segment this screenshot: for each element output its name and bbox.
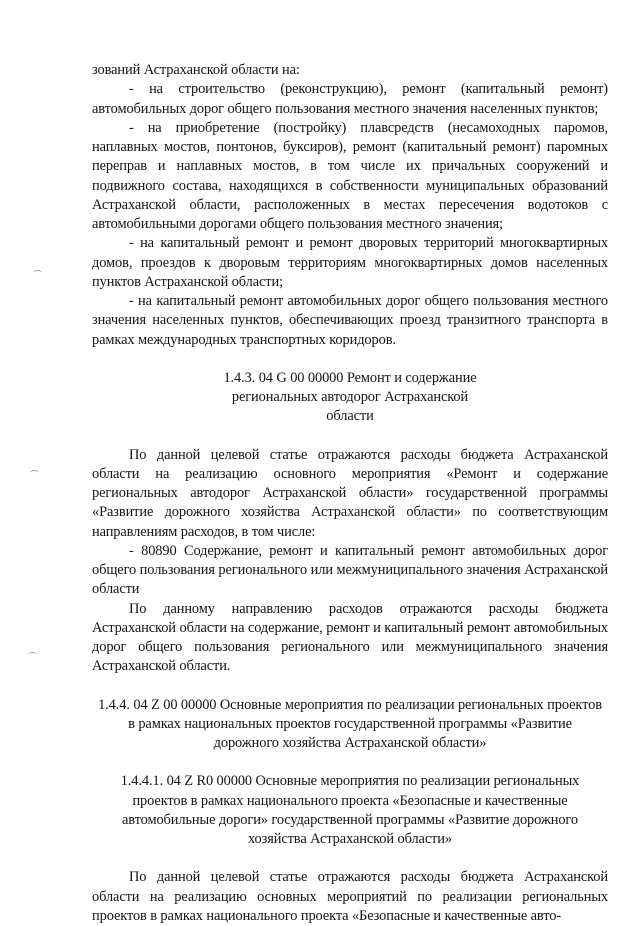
scan-mark [28, 652, 37, 659]
list-item: - на капитальный ремонт и ремонт дворовых территорий многоквартирных домов, проездов к дворовым территориям многоквартирных домов населенных пунктов Астраханской области; [92, 235, 608, 290]
list-item: - 80890 Содержание, ремонт и капитальный ремонт автомобильных дорог общего пользования регионального или межмуниципального значения Астраханской области [92, 542, 608, 598]
section-heading: 1.4.3. 04 G 00 00000 Ремонт и содержание региональных автодорог Астраханской области [223, 369, 477, 425]
list-item: - на приобретение (постройку) плавсредств (несамоходных паромов, наплавных мостов, понтонов, буксиров), ремонт (капитальный ремонт) паромных переправ и наплавных мостов, в том числе их причальных сооружений и подвижного состава, находящихся в собственности муниципальных образований Астраханской области, расположенных в местах пересечения водотоков с автомобильными дорогами общего пользования местного значения; [92, 119, 608, 232]
paragraph: По данной целевой статье отражаются расходы бюджета Астраханской области на реализацию основного мероприятия «Ремонт и содержание региональных автодорог Астраханской области» государственной программы «Развитие дорожного хозяйства Астраханской области» по соответствующим направлениям расходов, в том числе: [92, 446, 608, 540]
section-heading: 1.4.4.1. 04 Z R0 00000 Основные мероприятия по реализации региональных проектов в рамках национального проекта «Безопасные и качественные автомобильные дороги» государственной программы «Развитие дорожного хозяйства Астраханской области» [120, 773, 580, 847]
document-page [92, 61, 608, 926]
scan-mark [30, 470, 39, 477]
scan-mark [33, 270, 42, 277]
list-item: - на капитальный ремонт автомобильных дорог общего пользования местного значения населенных пунктов, обеспечивающих проезд транзитного транспорта в рамках международных транспортных коридоров. [92, 293, 608, 348]
paragraph: По данной целевой статье отражаются расходы бюджета Астраханской области на реализацию основных мероприятий по реализации региональных проектов в рамках национального проекта «Безопасные и качественные авто- [92, 869, 608, 924]
list-item: - на строительство (реконструкцию), ремонт (капитальный ремонт) автомобильных дорог общего пользования местного значения населенных пунктов; [92, 81, 608, 117]
section-heading: 1.4.4. 04 Z 00 00000 Основные мероприятия по реализации региональных проектов в рамках национальных проектов государственной программы «Развитие дорожного хозяйства Астраханской области» [98, 696, 602, 751]
intro-tail: зований Астраханской области на: [92, 62, 300, 78]
paragraph: По данному направлению расходов отражаются расходы бюджета Астраханской области на содержание, ремонт и капитальный ремонт автомобильных дорог общего пользования регионального или межмуниципального значения Астраханской области. [92, 600, 608, 675]
